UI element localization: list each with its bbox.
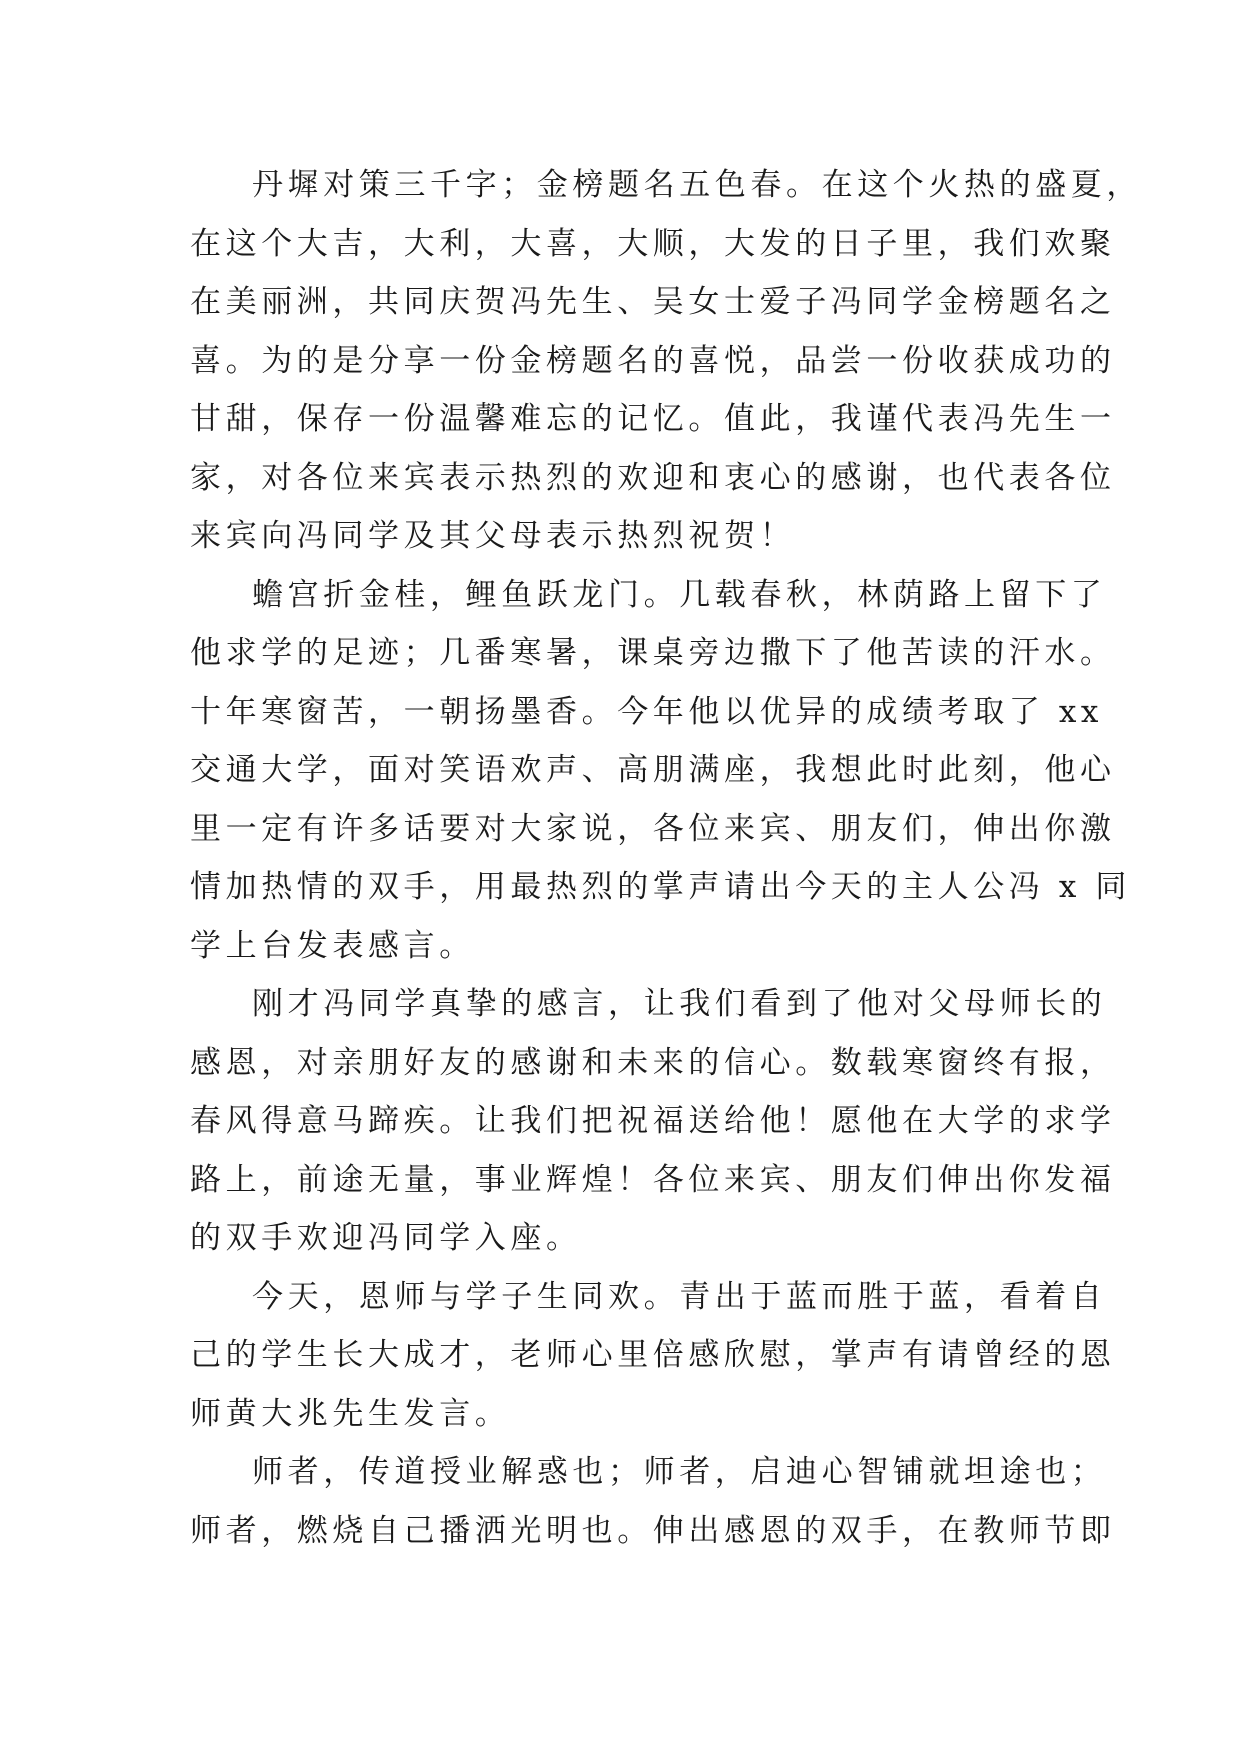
text-line: 路上，前途无量，事业辉煌！各位来宾、朋友们伸出你发福 xyxy=(190,1161,1116,1198)
text-line: 他求学的足迹；几番寒暑，课桌旁边撒下了他苦读的汗水。 xyxy=(190,635,1116,671)
document-body xyxy=(190,156,1142,1560)
text-line: 甘甜，保存一份温馨难忘的记忆。值此，我谨代表冯先生一 xyxy=(190,401,1116,437)
paragraph-2 xyxy=(190,566,1131,976)
text-line: 今天，恩师与学子生同欢。青出于蓝而胜于蓝，看着自 xyxy=(252,1278,1107,1315)
text-line: 喜。为的是分享一份金榜题名的喜悦，品尝一份收获成功的 xyxy=(190,342,1116,379)
text-line: 十年寒窗苦，一朝扬墨香。今年他以优异的成绩考取了 xx xyxy=(190,693,1104,730)
paragraph-5 xyxy=(190,1443,1116,1560)
text-line: 里一定有许多话要对大家说，各位来宾、朋友们，伸出你激 xyxy=(190,810,1116,847)
text-line: 丹墀对策三千字；金榜题名五色春。在这个火热的盛夏， xyxy=(252,167,1142,203)
text-line: 师者，燃烧自己播洒光明也。伸出感恩的双手，在教师节即 xyxy=(190,1512,1116,1549)
text-line: 交通大学，面对笑语欢声、高朋满座，我想此时此刻，他心 xyxy=(190,752,1116,788)
paragraph-1 xyxy=(190,156,1142,566)
text-line: 春风得意马蹄疾。让我们把祝福送给他！愿他在大学的求学 xyxy=(190,1103,1116,1139)
text-line: 家，对各位来宾表示热烈的欢迎和衷心的感谢，也代表各位 xyxy=(190,459,1116,496)
text-line: 己的学生长大成才，老师心里倍感欣慰，掌声有请曾经的恩 xyxy=(190,1337,1116,1373)
text-line: 师者，传道授业解惑也；师者，启迪心智铺就坦途也； xyxy=(252,1454,1107,1490)
text-line: 来宾向冯同学及其父母表示热烈祝贺！ xyxy=(190,518,796,554)
text-line: 的双手欢迎冯同学入座。 xyxy=(190,1220,582,1256)
text-line: 在这个大吉，大利，大喜，大顺，大发的日子里，我们欢聚 xyxy=(190,225,1116,262)
text-line: 情加热情的双手，用最热烈的掌声请出今天的主人公冯 x 同 xyxy=(190,869,1131,905)
paragraph-4 xyxy=(190,1268,1116,1444)
text-line: 感恩，对亲朋好友的感谢和未来的信心。数载寒窗终有报， xyxy=(190,1044,1116,1081)
text-line: 蟾宫折金桂，鲤鱼跃龙门。几载春秋，林荫路上留下了 xyxy=(252,576,1107,613)
text-line: 在美丽洲，共同庆贺冯先生、吴女士爱子冯同学金榜题名之 xyxy=(190,284,1116,320)
text-line: 学上台发表感言。 xyxy=(190,927,475,964)
paragraph-3 xyxy=(190,975,1116,1268)
text-line: 刚才冯同学真挚的感言，让我们看到了他对父母师长的 xyxy=(252,986,1107,1022)
text-line: 师黄大兆先生发言。 xyxy=(190,1395,511,1432)
